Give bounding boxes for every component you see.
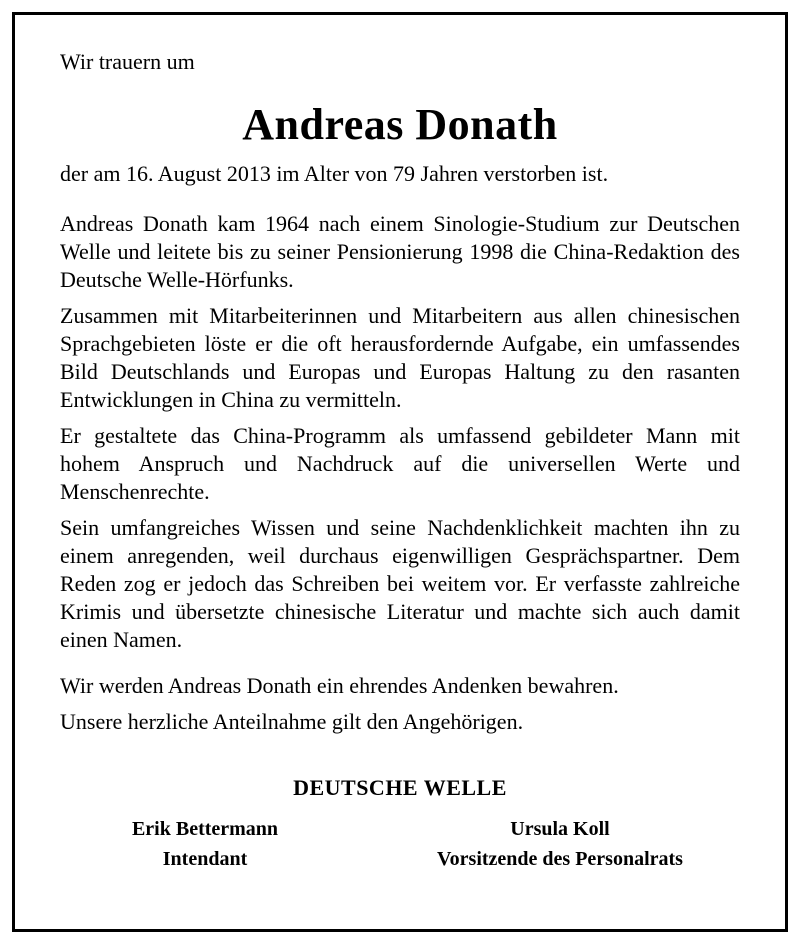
signatory-role: Vorsitzende des Personalrats [437, 848, 683, 870]
date-line: der am 16. August 2013 im Alter von 79 Jahren verstorben ist. [60, 161, 609, 186]
signatory-name: Ursula Koll [510, 818, 610, 840]
signatory-name: Erik Bettermann [131, 818, 279, 840]
closing-condolence: Unsere herzliche Anteilnahme gilt den Angehörigen. [60, 709, 524, 734]
intro-line: Wir trauern um [60, 49, 195, 74]
signatory-role: Intendant [162, 848, 248, 870]
deceased-name: Andreas Donath [242, 100, 558, 149]
organization-name: DEUTSCHE WELLE [293, 775, 507, 800]
paragraph-program: Er gestaltete das China-Programm als umfassend gebildeter Mann mit hohem Anspruch und Nachdruck auf die universellen Werte und Menschenrechte. [60, 423, 740, 504]
obituary-notice [60, 48, 740, 874]
signatory-2 [380, 814, 740, 874]
paragraph-personality: Sein umfangreiches Wissen und seine Nachdenklichkeit machten ihn zu einem anregenden, weil durchaus eigenwilligen Gesprächspartner. Dem Reden zog er jedoch das Schreiben bei weitem vor. Er verfasste zahlreiche Krimis und übersetzte chinesische Literatur und machte sich auch damit einen Namen. [60, 515, 740, 652]
signatory-1 [60, 814, 350, 874]
paragraph-career: Andreas Donath kam 1964 nach einem Sinologie-Studium zur Deutschen Welle und leitete bis zu seiner Pensionierung 1998 die China-Redaktion des Deutsche Welle-Hörfunks. [60, 211, 740, 292]
signatures [60, 814, 740, 874]
closing-remembrance: Wir werden Andreas Donath ein ehrendes Andenken bewahren. [60, 673, 619, 698]
paragraph-team: Zusammen mit Mitarbeiterinnen und Mitarbeitern aus allen chinesischen Sprachgebieten löste er die oft herausfordernde Aufgabe, ein umfassendes Bild Deutschlands und Europas und Europas Haltung zu den rasanten Entwicklungen in China zu vermitteln. [60, 303, 740, 412]
